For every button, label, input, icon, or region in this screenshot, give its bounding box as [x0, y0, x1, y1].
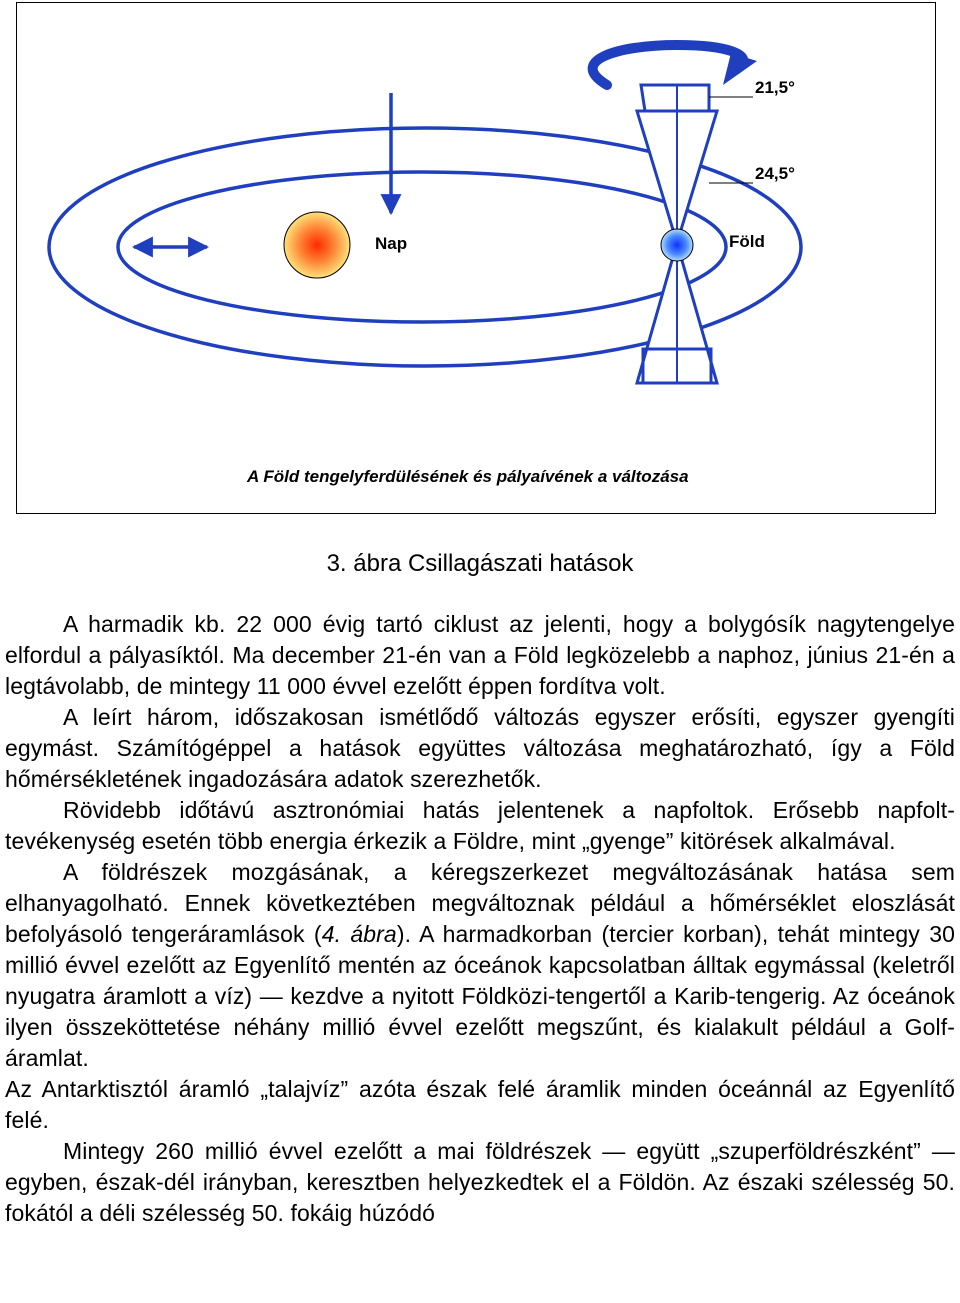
orbit-diagram — [17, 3, 937, 515]
tilt-max-label: 21,5° — [755, 78, 795, 97]
figure-reference: 4. ábra — [321, 921, 397, 947]
paragraph-5: Az Antarktisztól áramló „talajvíz” azóta észak felé áramlik minden óceánnál az Egyenlítő felé. — [5, 1076, 955, 1133]
paragraph-4 — [5, 857, 955, 1074]
figure-caption: 3. ábra Csillagászati hatások — [326, 550, 634, 577]
rotation-arrow-head — [723, 53, 757, 85]
tilt-min-label: 24,5° — [755, 164, 795, 183]
paragraph-4-part-a: A földrészek mozgásának, a kéregszerkezet megváltozásának hatása sem elhanyagolható. Ennek következtében megváltoznak például a hőmérséklet eloszlását befolyásoló tengeráramlások ( — [5, 859, 955, 947]
paragraph-3: Rövidebb időtávú asztronómiai hatás jelentenek a napfoltok. Erősebb napfolt-tevékenység esetén több energia érkezik a Földre, mint „gyenge” kitörések alkalmával. — [5, 797, 955, 854]
paragraph-1: A harmadik kb. 22 000 évig tartó ciklust az jelenti, hogy a bolygósík nagytengelye elfordul a pályasíktól. Ma december 21-én van a Föld legközelebb a naphoz, június 21-én a legtávolabb, de mintegy 11 000 évvel ezelőtt éppen fordítva volt. — [5, 611, 955, 699]
sun-label: Nap — [375, 234, 408, 253]
paragraph-4-part-b: ). A harmadkorban (tercier korban), tehát mintegy 30 millió évvel ezelőtt az Egyenlítő mentén az óceánok kapcsolatban álltak egymással (keletről nyugatra áramlott a víz) ― kezdve a nyitott Földközi-tengertől a Karib-tengerig. Az óceánok ilyen összeköttetése néhány millió évvel ezelőtt megszűnt, és kialakult például a Golf-áramlat. — [5, 921, 955, 1071]
paragraph-6: Mintegy 260 millió évvel ezelőtt a mai földrészek ― együtt „szuperföldrészként” ― egyben, észak-dél irányban, keresztben helyezkedtek el a Földön. Az északi szélesség 50. fokától a déli szélesség 50. fokáig húzódó — [5, 1138, 955, 1226]
body-text — [5, 609, 955, 1229]
earth-icon — [661, 229, 693, 261]
rotation-arrow-icon — [593, 45, 744, 85]
figure-frame — [16, 2, 936, 514]
earth-label: Föld — [729, 232, 765, 251]
paragraph-2: A leírt három, időszakosan ismétlődő változás egyszer erősíti, egyszer gyengíti egymást. Számítógéppel a hatások együttes változása meghatározható, így a Föld hőmérsékletének ingadozására adatok szerezhetők. — [5, 704, 955, 792]
sun-icon — [284, 212, 350, 278]
figure-title: A Föld tengelyferdülésének és pályaívének a változása — [247, 467, 689, 486]
orbit-inner — [118, 172, 726, 322]
